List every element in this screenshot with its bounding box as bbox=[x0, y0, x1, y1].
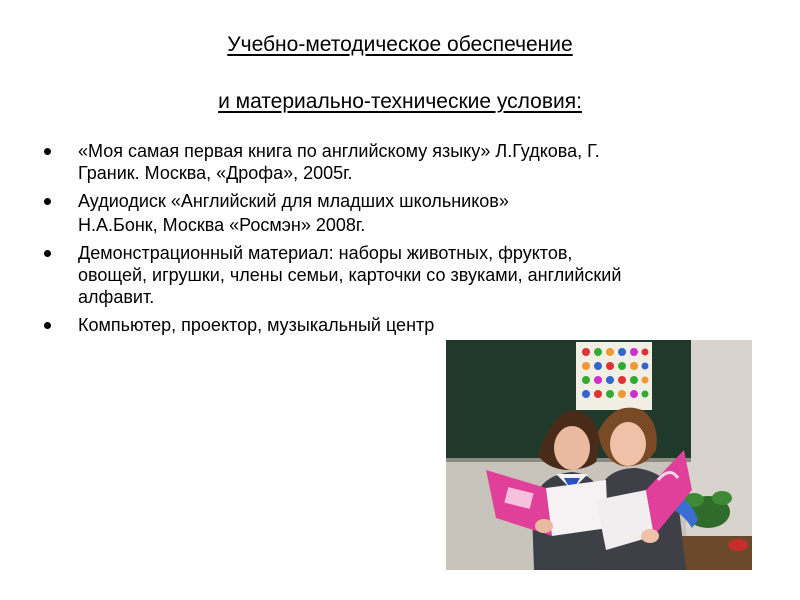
slide-title-line-1: Учебно-методическое обеспечение bbox=[227, 33, 573, 56]
bullet-icon bbox=[44, 148, 51, 155]
bullet-text-line: Аудиодиск «Английский для младших школьников» bbox=[78, 191, 509, 211]
bullet-continuation: Н.А.Бонк, Москва «Росмэн» 2008г. bbox=[78, 215, 366, 235]
bullet-text-line: алфавит. bbox=[78, 287, 155, 307]
photo-wall-right bbox=[686, 340, 752, 570]
bullet-text-line: Демонстрационный материал: наборы животных, фруктов, bbox=[78, 243, 573, 263]
bullet-icon bbox=[44, 322, 51, 329]
bullet-icon bbox=[44, 250, 51, 257]
classroom-photo bbox=[446, 340, 752, 570]
slide-title-line-2: и материально-технические условия: bbox=[218, 90, 582, 113]
bullet-text-line: «Моя самая первая книга по английскому языку» Л.Гудкова, Г. bbox=[78, 141, 600, 161]
bullet-text-line: Граник. Москва, «Дрофа», 2005г. bbox=[78, 163, 353, 183]
photo-illustration bbox=[446, 340, 752, 570]
bullet-item-book bbox=[44, 140, 764, 184]
bullet-text-line: овощей, игрушки, члены семьи, карточки со звуками, английский bbox=[78, 265, 622, 285]
bullet-list bbox=[44, 140, 764, 342]
bullet-item-audio bbox=[44, 190, 764, 212]
bullet-item-demo bbox=[44, 242, 764, 308]
bullet-icon bbox=[44, 198, 51, 205]
bullet-text-line: Компьютер, проектор, музыкальный центр bbox=[78, 315, 435, 335]
bullet-item-equipment bbox=[44, 314, 764, 336]
